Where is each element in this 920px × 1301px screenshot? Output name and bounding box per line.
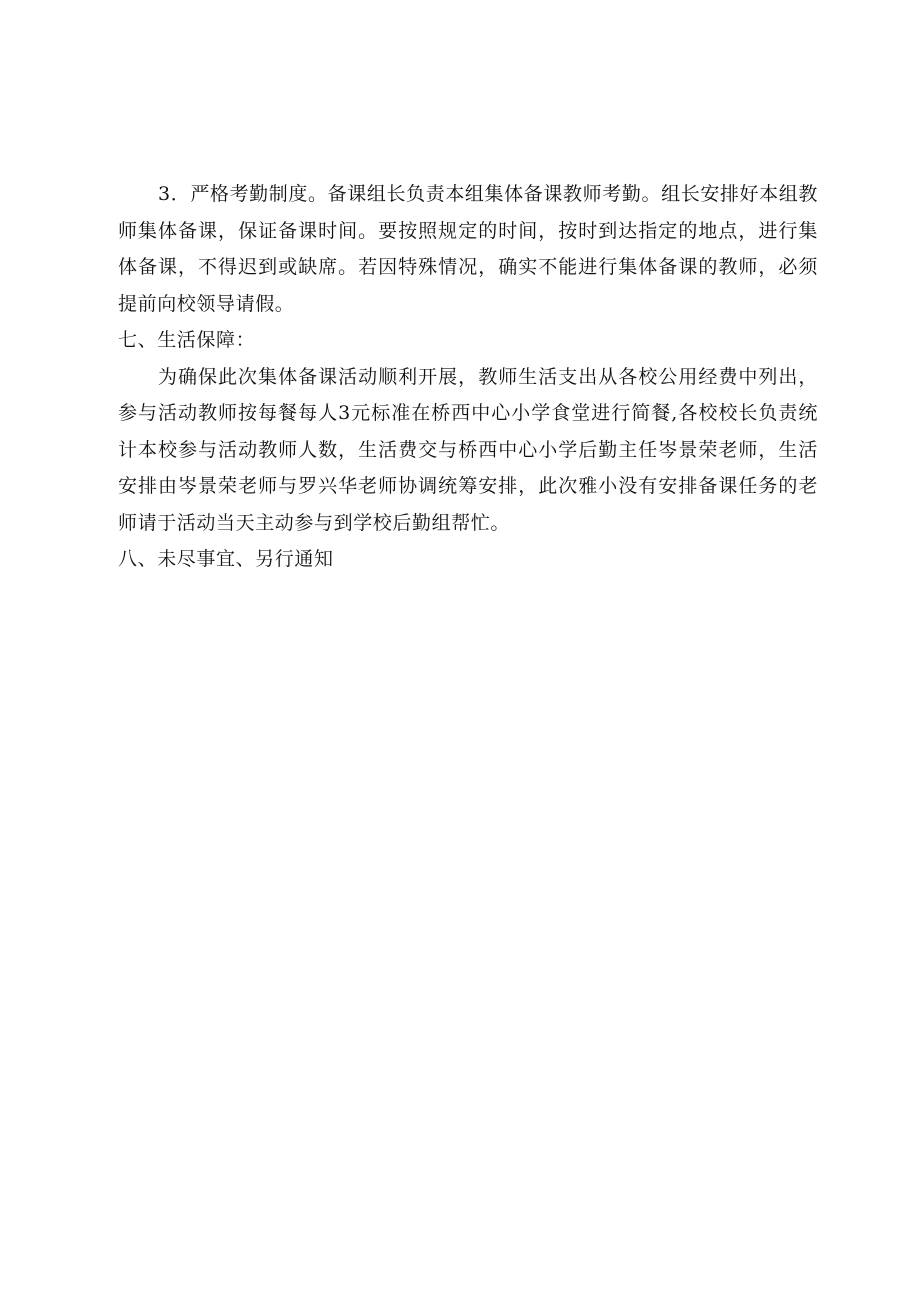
section-heading-other-matters: 八、未尽事宜、另行通知 <box>118 548 334 570</box>
paragraph-attendance-rule: 3．严格考勤制度。备课组长负责本组集体备课教师考勤。组长安排好本组教师集体备课，保证备课时间。要按照规定的时间，按时到达指定的地点，进行集体备课，不得迟到或缺席。若因特殊情况，确实不能进行集体备课的教师，必须提前向校领导请假。 <box>118 183 818 315</box>
section-heading-living-support: 七、生活保障： <box>118 329 256 351</box>
document-body <box>118 176 818 578</box>
paragraph-living-support: 为确保此次集体备课活动顺利开展，教师生活支出从各校公用经费中列出，参与活动教师按每餐每人3元标准在桥西中心小学食堂进行简餐,各校校长负责统计本校参与活动教师人数，生活费交与桥西中心小学后勤主任岑景荣老师，生活安排由岑景荣老师与罗兴华老师协调统筹安排，此次雅小没有安排备课任务的老师请于活动当天主动参与到学校后勤组帮忙。 <box>118 365 818 534</box>
